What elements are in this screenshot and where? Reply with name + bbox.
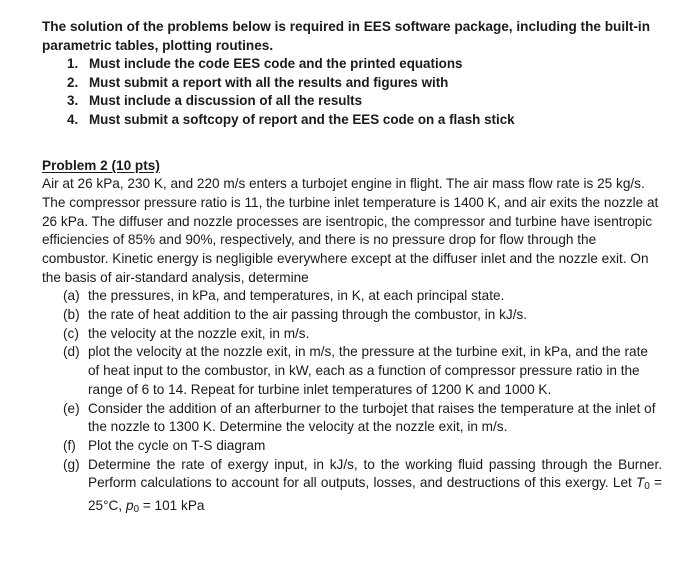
part-text: the rate of heat addition to the air passing through the combustor, in kJ/s. — [88, 307, 528, 323]
requirements-list — [42, 55, 662, 129]
part-label: (a) — [63, 288, 80, 304]
requirement-number: 2. — [67, 74, 79, 90]
part-label: (f) — [63, 438, 76, 453]
requirement-item — [42, 55, 662, 74]
part-text: plot the velocity at the nozzle exit, in m/s, the pressure at the turbine exit, in kPa, and the rate of heat input to the combustor, in kW, each as a function of compressor pressure ratio in the range of 6 to 14. Repeat for turbine inlet temperatures of 1200 K and 1000 K. — [88, 344, 648, 397]
requirement-text: Must submit a softcopy of report and the EES code on a flash stick — [89, 111, 515, 127]
requirement-item — [42, 92, 662, 111]
part-label: (e) — [63, 400, 80, 416]
intro-paragraph: The solution of the problems below is required in EES software package, including the built-in parametric tables, plotting routines. — [42, 19, 651, 53]
part-label: (g) — [63, 456, 80, 472]
pressure-subscript: 0 — [133, 504, 140, 516]
requirement-number: 3. — [67, 93, 79, 109]
document-page — [42, 18, 662, 520]
problem-part — [42, 325, 662, 344]
requirement-text: Must include the code EES code and the printed equations — [89, 56, 463, 72]
problem-part — [42, 456, 662, 520]
part-label: (d) — [63, 344, 80, 360]
requirement-number: 4. — [67, 111, 79, 127]
dead-state-pressure — [125, 498, 205, 516]
pressure-value: = 101 kPa — [142, 498, 205, 514]
requirement-item — [42, 74, 662, 93]
problem-part — [42, 437, 662, 456]
requirement-item — [42, 111, 662, 130]
part-text: Plot the cycle on T-S diagram — [88, 438, 266, 453]
problem-part — [42, 400, 662, 437]
problem-parts-list — [42, 287, 662, 519]
temperature-subscript: 0 — [644, 481, 650, 493]
requirement-number: 1. — [67, 56, 79, 72]
part-text: Determine the rate of exergy input, in kJ/s, to the working fluid passing through the Burner. Perform calculations to account for all outputs, losses, and destructions of this exergy. Let — [88, 456, 662, 491]
pressure-symbol: p — [125, 498, 134, 514]
problem-part — [42, 287, 662, 306]
problem-statement: Air at 26 kPa, 230 K, and 220 m/s enters a turbojet engine in flight. The air mass flow rate is 25 kg/s. The compressor pressure ratio is 11, the turbine inlet temperature is 1400 K, and air exits the nozzle at 26 kPa. The diffuser and nozzle processes are isentropic, the compressor and turbine have isentropic efficiencies of 85% and 90%, respectively, and there is no pressure drop for flow through the combustor. Kinetic energy is negligible everywhere except at the diffuser inlet and the nozzle exit. On the basis of air-standard analysis, determine — [42, 176, 659, 285]
problem-part — [42, 306, 662, 325]
part-text: the velocity at the nozzle exit, in m/s. — [88, 325, 310, 341]
problem-part — [42, 343, 662, 399]
part-label: (b) — [63, 307, 80, 323]
part-text: the pressures, in kPa, and temperatures, in K, at each principal state. — [88, 288, 505, 304]
requirement-text: Must include a discussion of all the results — [89, 93, 363, 109]
problem-title: Problem 2 (10 pts) — [42, 157, 160, 173]
temperature-value: = 25°C, — [88, 475, 662, 514]
requirement-text: Must submit a report with all the results and figures with — [89, 74, 449, 90]
temperature-symbol: T — [635, 475, 645, 491]
part-text: Consider the addition of an afterburner to the turbojet that raises the temperature at the inlet of the nozzle to 1300 K. Determine the velocity at the nozzle exit, in m/s. — [88, 400, 656, 435]
part-label: (c) — [63, 325, 79, 341]
